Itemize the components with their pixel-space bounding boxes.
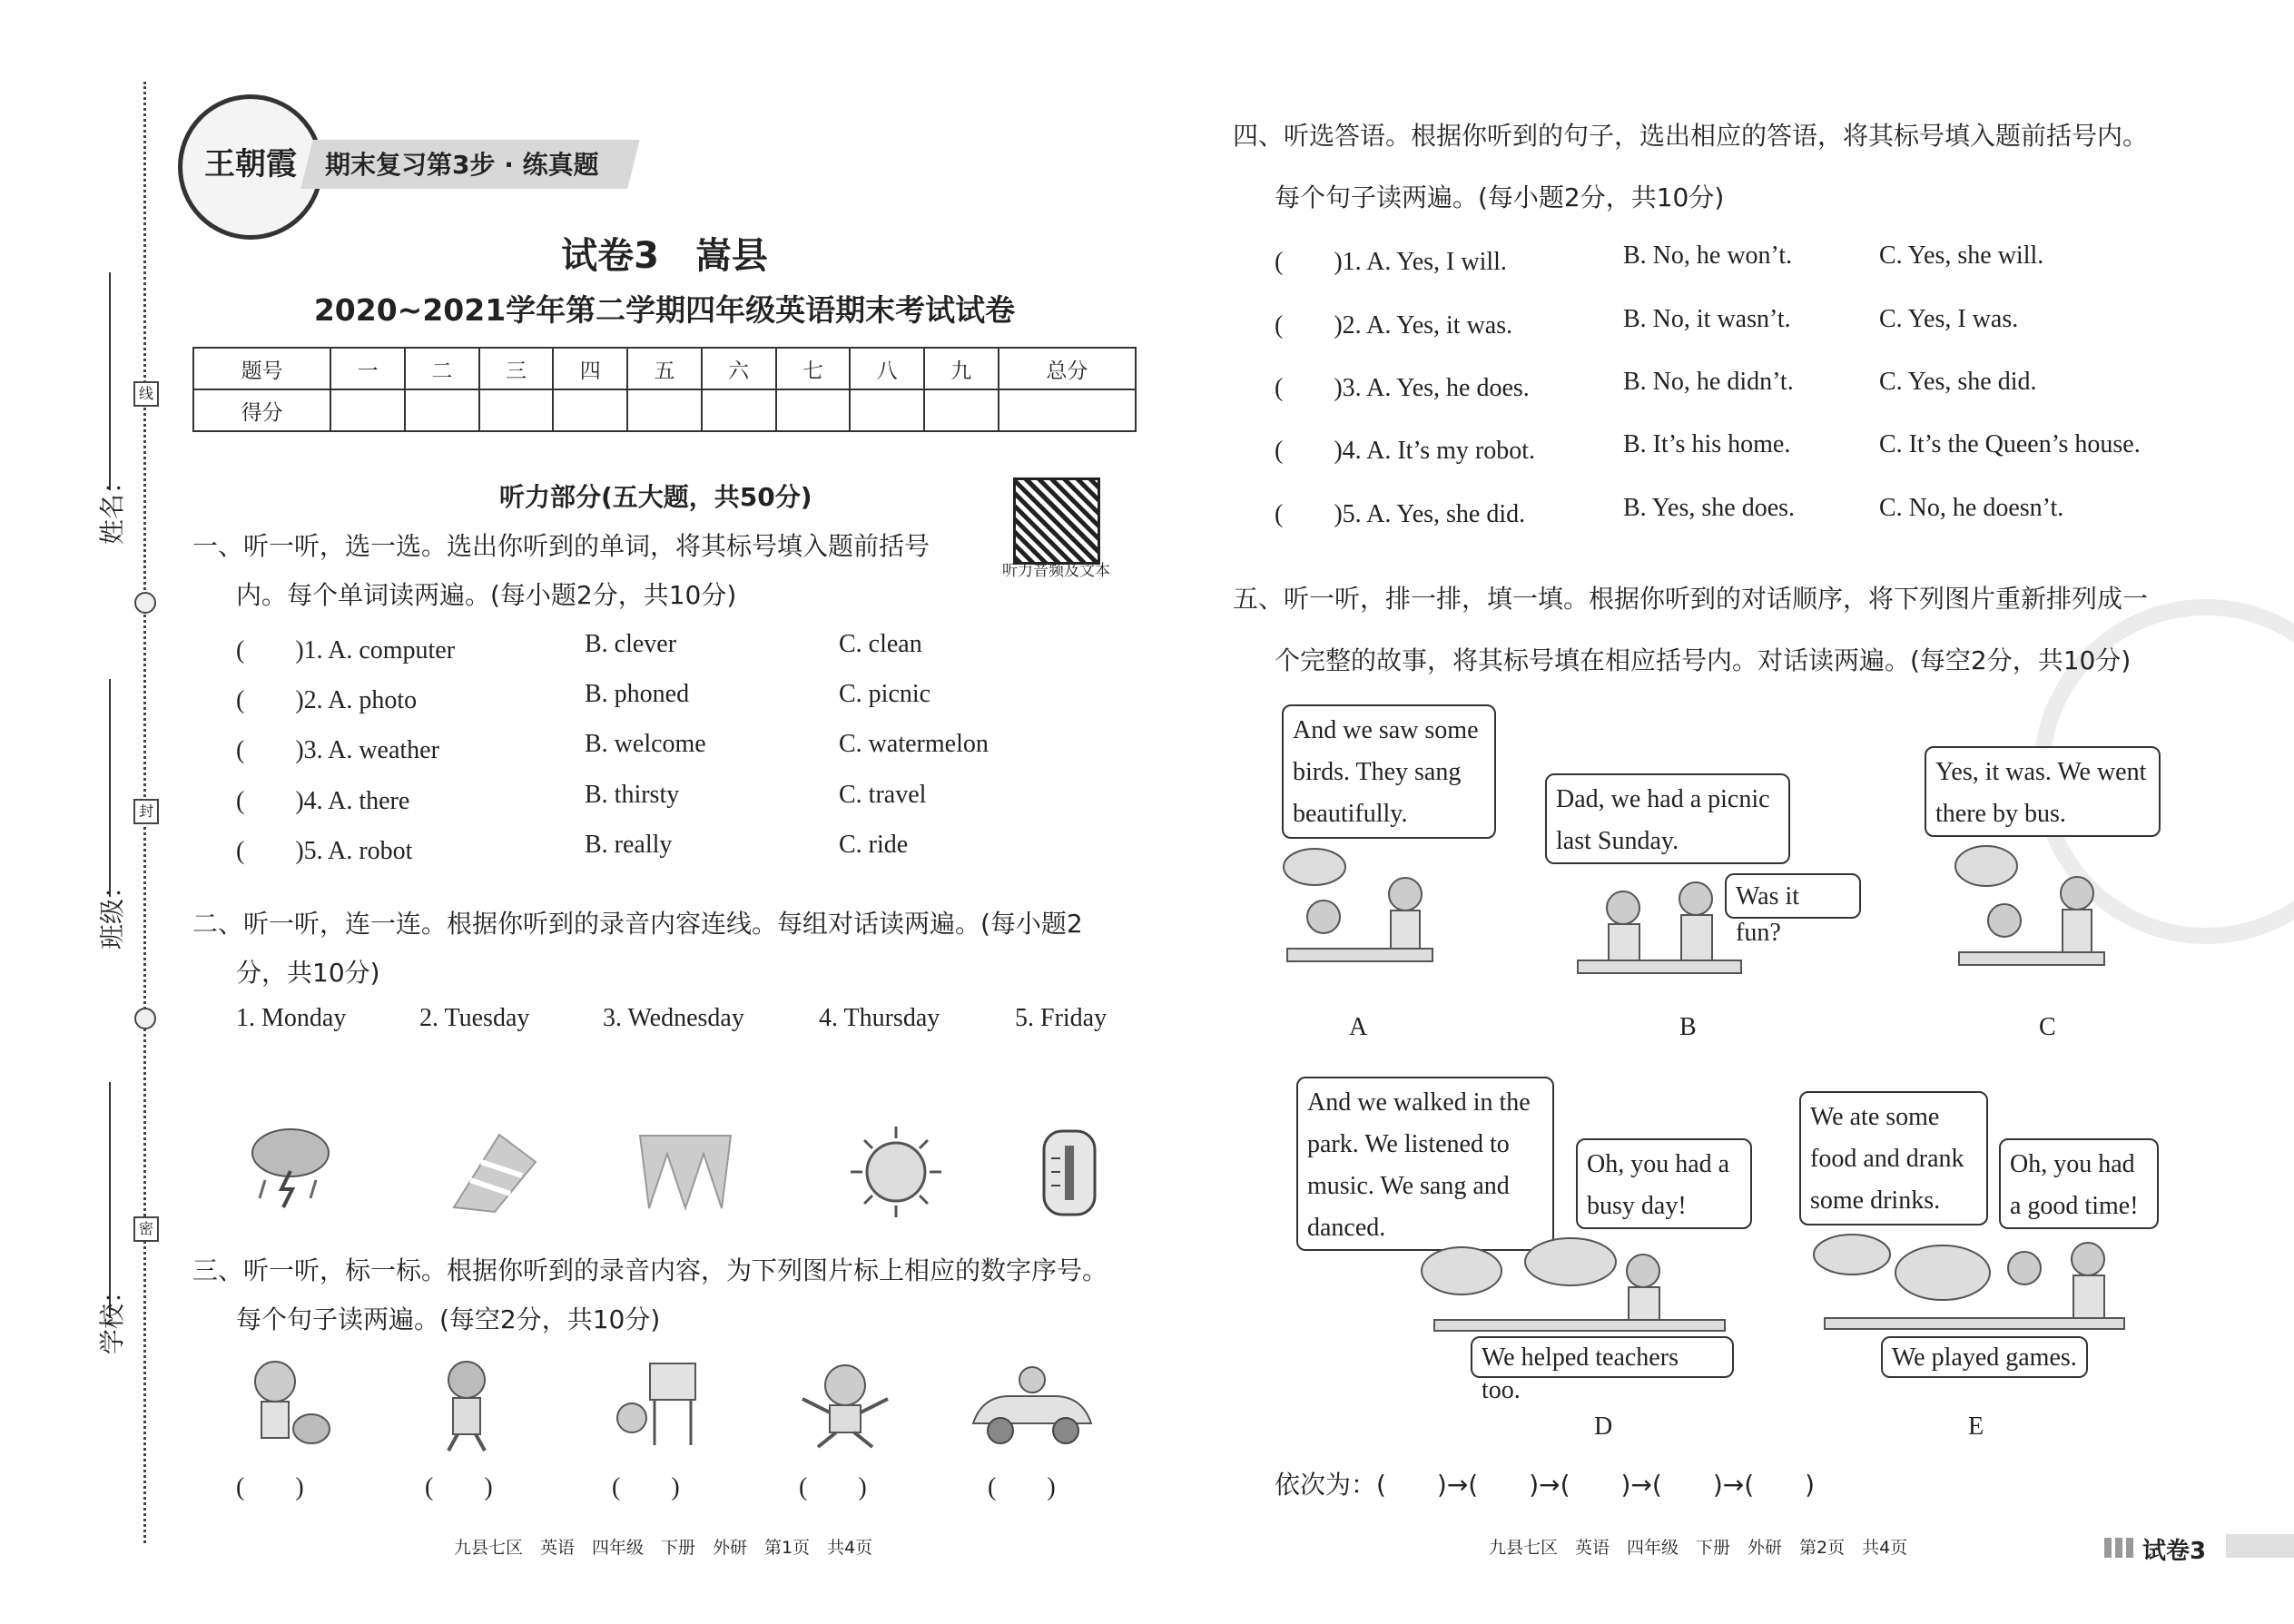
score-blank[interactable] xyxy=(850,389,924,431)
sec4-q1-b: B. No, he won’t. xyxy=(1623,241,1793,270)
score-blank[interactable] xyxy=(999,389,1136,431)
name-line xyxy=(109,272,111,490)
score-cell: 四 xyxy=(553,348,627,389)
score-cell: 题号 xyxy=(193,348,330,389)
sec4-q2-a[interactable]: ( )2. A. Yes, it was. xyxy=(1275,311,1513,340)
score-cell: 九 xyxy=(924,348,999,389)
score-blank[interactable] xyxy=(479,389,554,431)
sec4-q1-a[interactable]: ( )1. A. Yes, I will. xyxy=(1275,248,1507,276)
bubble-d2: Oh, you had a busy day! xyxy=(1576,1138,1752,1229)
sec3-instruction-line2: 每个句子读两遍。(每空2分，共10分) xyxy=(236,1304,661,1334)
class-label: 班级： xyxy=(97,872,127,950)
picture-letter-a: A xyxy=(1349,1013,1368,1041)
score-blank[interactable] xyxy=(702,389,776,431)
bubble-d1: And we walked in the park. We listened to music. We sang and danced. xyxy=(1296,1077,1554,1251)
sec1-q4-a[interactable]: ( )4. A. there xyxy=(236,787,410,815)
sec4-q2-c: C. Yes, I was. xyxy=(1879,305,2019,333)
sec1-q4-b: B. thirsty xyxy=(585,781,680,809)
story-picture-d xyxy=(1416,1235,1743,1334)
bubble-e1: We ate some food and drank some drinks. xyxy=(1799,1091,1988,1225)
story-picture-c xyxy=(1950,839,2113,975)
windsock-icon[interactable] xyxy=(445,1126,545,1216)
girl-with-dog-picture xyxy=(234,1354,334,1454)
bubble-a1: And we saw some birds. They sang beautifully. xyxy=(1282,704,1496,839)
sec4-instruction-line1: 四、听选答语。根据你听到的句子，选出相应的答语，将其标号填入题前括号内。 xyxy=(1233,121,2149,151)
sec2-instruction-line1: 二、听一听，连一连。根据你听到的录音内容连线。每组对话读两遍。(每小题2 xyxy=(192,909,1083,939)
sec3-blank-5[interactable]: ( ) xyxy=(988,1473,1056,1501)
day-thursday[interactable]: 4. Thursday xyxy=(819,1004,940,1032)
class-line xyxy=(109,679,111,897)
qr-code-icon[interactable] xyxy=(1013,477,1100,565)
score-blank[interactable] xyxy=(776,389,851,431)
sec4-q2-b: B. No, it wasn’t. xyxy=(1623,305,1791,333)
sec4-q5-b: B. Yes, she does. xyxy=(1623,494,1796,522)
sec4-q5-a[interactable]: ( )5. A. Yes, she did. xyxy=(1275,500,1526,528)
score-cell: 三 xyxy=(479,348,554,389)
score-cell: 六 xyxy=(702,348,776,389)
sec3-blank-1[interactable]: ( ) xyxy=(236,1473,304,1501)
footer-right: 九县七区 英语 四年级 下册 外研 第2页 共4页 xyxy=(1489,1538,1908,1558)
paper-title: 试卷3 嵩县 xyxy=(561,235,768,277)
story-picture-b xyxy=(1569,871,1750,980)
sec5-instruction-line1: 五、听一听，排一排，填一填。根据你听到的对话顺序，将下列图片重新排列成一 xyxy=(1233,584,2149,614)
sec4-q3-a[interactable]: ( )3. A. Yes, he does. xyxy=(1275,374,1530,402)
picture-letter-b: B xyxy=(1679,1013,1697,1041)
sec3-blank-3[interactable]: ( ) xyxy=(612,1473,680,1501)
sec1-q1-a[interactable]: ( )1. A. computer xyxy=(236,636,456,664)
day-tuesday[interactable]: 2. Tuesday xyxy=(419,1004,530,1032)
score-cell: 五 xyxy=(627,348,702,389)
paper-subtitle: 2020~2021学年第二学期四年级英语期末考试试卷 xyxy=(313,292,1016,328)
sec1-q1-c: C. clean xyxy=(839,630,922,658)
bubble-d3: We helped teachers too. xyxy=(1471,1336,1734,1378)
footer-left: 九县七区 英语 四年级 下册 外研 第1页 共4页 xyxy=(454,1538,873,1558)
bubble-e2: Oh, you had a good time! xyxy=(1999,1138,2159,1229)
thermometer-icon[interactable] xyxy=(1033,1122,1106,1222)
corner-decoration xyxy=(2104,1538,2135,1558)
sec2-instruction-line2: 分，共10分) xyxy=(236,958,380,988)
sec1-q5-a[interactable]: ( )5. A. robot xyxy=(236,837,413,865)
sec1-instruction-line2: 内。每个单词读两遍。(每小题2分，共10分) xyxy=(236,580,737,610)
corner-paper-label: 试卷3 xyxy=(2142,1538,2207,1565)
storm-cloud-icon[interactable] xyxy=(245,1117,336,1216)
order-answer-line[interactable]: 依次为：( )→( )→( )→( )→( ) xyxy=(1275,1470,1816,1500)
sec1-q2-a[interactable]: ( )2. A. photo xyxy=(236,686,418,714)
sec1-q3-c: C. watermelon xyxy=(839,730,989,758)
bubble-e3: We played games. xyxy=(1881,1336,2088,1378)
day-wednesday[interactable]: 3. Wednesday xyxy=(603,1004,744,1032)
picture-letter-e: E xyxy=(1968,1412,1984,1441)
sec4-q1-c: C. Yes, she will. xyxy=(1879,241,2044,270)
score-blank[interactable] xyxy=(627,389,702,431)
flag-icon[interactable] xyxy=(635,1131,735,1213)
sec1-q2-b: B. phoned xyxy=(585,680,690,708)
cut-char-3: 密 xyxy=(133,1216,159,1242)
sec3-instruction-line1: 三、听一听，标一标。根据你听到的录音内容，为下列图片标上相应的数字序号。 xyxy=(192,1255,1108,1285)
sec1-instruction-line1: 一、听一听，选一选。选出你听到的单词，将其标号填入题前括号 xyxy=(192,531,930,561)
corner-tab xyxy=(2226,1534,2294,1558)
bubble-b2: Was it fun? xyxy=(1725,873,1861,919)
sec5-instruction-line2: 个完整的故事，将其标号填在相应括号内。对话读两遍。(每空2分，共10分) xyxy=(1275,645,2132,675)
sec1-q5-c: C. ride xyxy=(839,831,909,859)
score-cell: 总分 xyxy=(999,348,1136,389)
picture-letter-c: C xyxy=(2039,1013,2056,1041)
bubble-c1: Yes, it was. We went there by bus. xyxy=(1925,746,2161,837)
car-picture xyxy=(964,1360,1100,1451)
bubble-b1: Dad, we had a picnic last Sunday. xyxy=(1545,773,1790,864)
story-picture-a xyxy=(1278,844,1442,971)
publisher-logo xyxy=(178,94,323,240)
score-row-label: 得分 xyxy=(193,389,330,431)
girl-running-picture xyxy=(430,1354,503,1454)
sec1-q5-b: B. really xyxy=(585,831,673,859)
sec4-q4-c: C. It’s the Queen’s house. xyxy=(1879,430,2141,458)
day-friday[interactable]: 5. Friday xyxy=(1015,1004,1108,1032)
score-cell: 七 xyxy=(776,348,851,389)
score-blank[interactable] xyxy=(924,389,999,431)
sec1-q1-b: B. clever xyxy=(585,630,677,658)
banner-text: 期末复习第3步 · 练真题 xyxy=(325,150,599,180)
picture-letter-d: D xyxy=(1594,1412,1613,1441)
day-monday[interactable]: 1. Monday xyxy=(236,1004,347,1032)
sec4-q4-a[interactable]: ( )4. A. It’s my robot. xyxy=(1275,437,1535,465)
sun-icon[interactable] xyxy=(846,1122,946,1222)
qr-caption: 听力音频及文本 xyxy=(1002,562,1110,580)
score-blank[interactable] xyxy=(553,389,627,431)
sec4-q3-c: C. Yes, she did. xyxy=(1879,368,2037,396)
listening-heading: 听力部分(五大题，共50分) xyxy=(499,482,812,512)
sec3-blank-4[interactable]: ( ) xyxy=(799,1473,867,1501)
school-label: 学校： xyxy=(97,1277,127,1354)
cut-char-2: 封 xyxy=(133,799,159,824)
binding-hole-1 xyxy=(134,592,156,614)
sec3-blank-2[interactable]: ( ) xyxy=(425,1473,493,1501)
logo-text: 王朝霞 xyxy=(204,146,297,182)
score-cell: 一 xyxy=(330,348,405,389)
score-blank[interactable] xyxy=(330,389,405,431)
sec4-q5-c: C. No, he doesn’t. xyxy=(1879,494,2064,522)
name-label: 姓名： xyxy=(97,468,127,545)
sec4-q3-b: B. No, he didn’t. xyxy=(1623,368,1794,396)
score-blank[interactable] xyxy=(405,389,479,431)
sec4-q4-b: B. It’s his home. xyxy=(1623,430,1791,458)
score-table-score-row xyxy=(193,389,1136,431)
score-cell: 八 xyxy=(850,348,924,389)
sec1-q3-a[interactable]: ( )3. A. weather xyxy=(236,736,439,764)
score-table xyxy=(192,347,1137,432)
story-picture-e xyxy=(1807,1227,2142,1336)
score-table-header-row xyxy=(193,348,1136,389)
sec4-instruction-line2: 每个句子读两遍。(每小题2分，共10分) xyxy=(1275,182,1725,212)
chair-and-boy-picture xyxy=(605,1354,714,1454)
binding-hole-2 xyxy=(134,1008,156,1029)
sec1-q3-b: B. welcome xyxy=(585,730,706,758)
sec1-q4-c: C. travel xyxy=(839,781,927,809)
dancing-girl-picture xyxy=(795,1358,895,1449)
cut-char-1: 线 xyxy=(133,381,159,407)
sec1-q2-c: C. picnic xyxy=(839,680,931,708)
score-cell: 二 xyxy=(405,348,479,389)
